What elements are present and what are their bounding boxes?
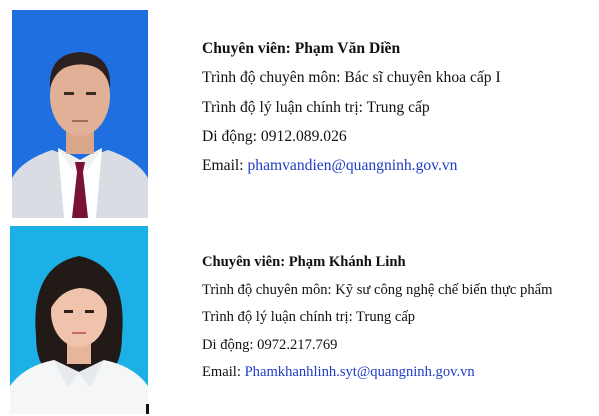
- phone-number: 0972.217.769: [257, 336, 338, 353]
- staff-profile-2: [0, 222, 599, 416]
- staff-name: Chuyên viên: Phạm Văn Diền: [202, 40, 401, 57]
- email-link[interactable]: phamvandien@quangninh.gov.vn: [247, 157, 458, 175]
- email-label: Email:: [202, 157, 248, 175]
- image-edge-mark: [146, 404, 149, 414]
- specialty-qualification: Trình độ chuyên môn: Kỹ sư công nghệ chế biến thực phẩm: [202, 281, 553, 298]
- phone-line: [202, 122, 501, 151]
- portrait-photo-male: [12, 10, 148, 218]
- specialty-qualification: Trình độ chuyên môn: Bác sĩ chuyên khoa cấp I: [202, 69, 501, 87]
- phone-label: Di động:: [202, 127, 261, 145]
- email-link[interactable]: Phamkhanhlinh.syt@quangninh.gov.vn: [244, 364, 475, 380]
- political-qualification: Trình độ lý luận chính trị: Trung cấp: [202, 309, 416, 325]
- profile-details: [202, 249, 552, 387]
- portrait-photo-female: [10, 226, 148, 414]
- political-qualification: Trình độ lý luận chính trị: Trung cấp: [202, 98, 430, 116]
- profile-details: [202, 34, 501, 180]
- email-label: Email:: [202, 364, 245, 380]
- email-line: [202, 151, 501, 180]
- phone-label: Di động:: [202, 336, 258, 353]
- phone-line: [202, 332, 552, 360]
- staff-name: Chuyên viên: Phạm Khánh Linh: [202, 254, 406, 270]
- phone-number: 0912.089.026: [260, 127, 347, 145]
- email-line: [202, 359, 552, 387]
